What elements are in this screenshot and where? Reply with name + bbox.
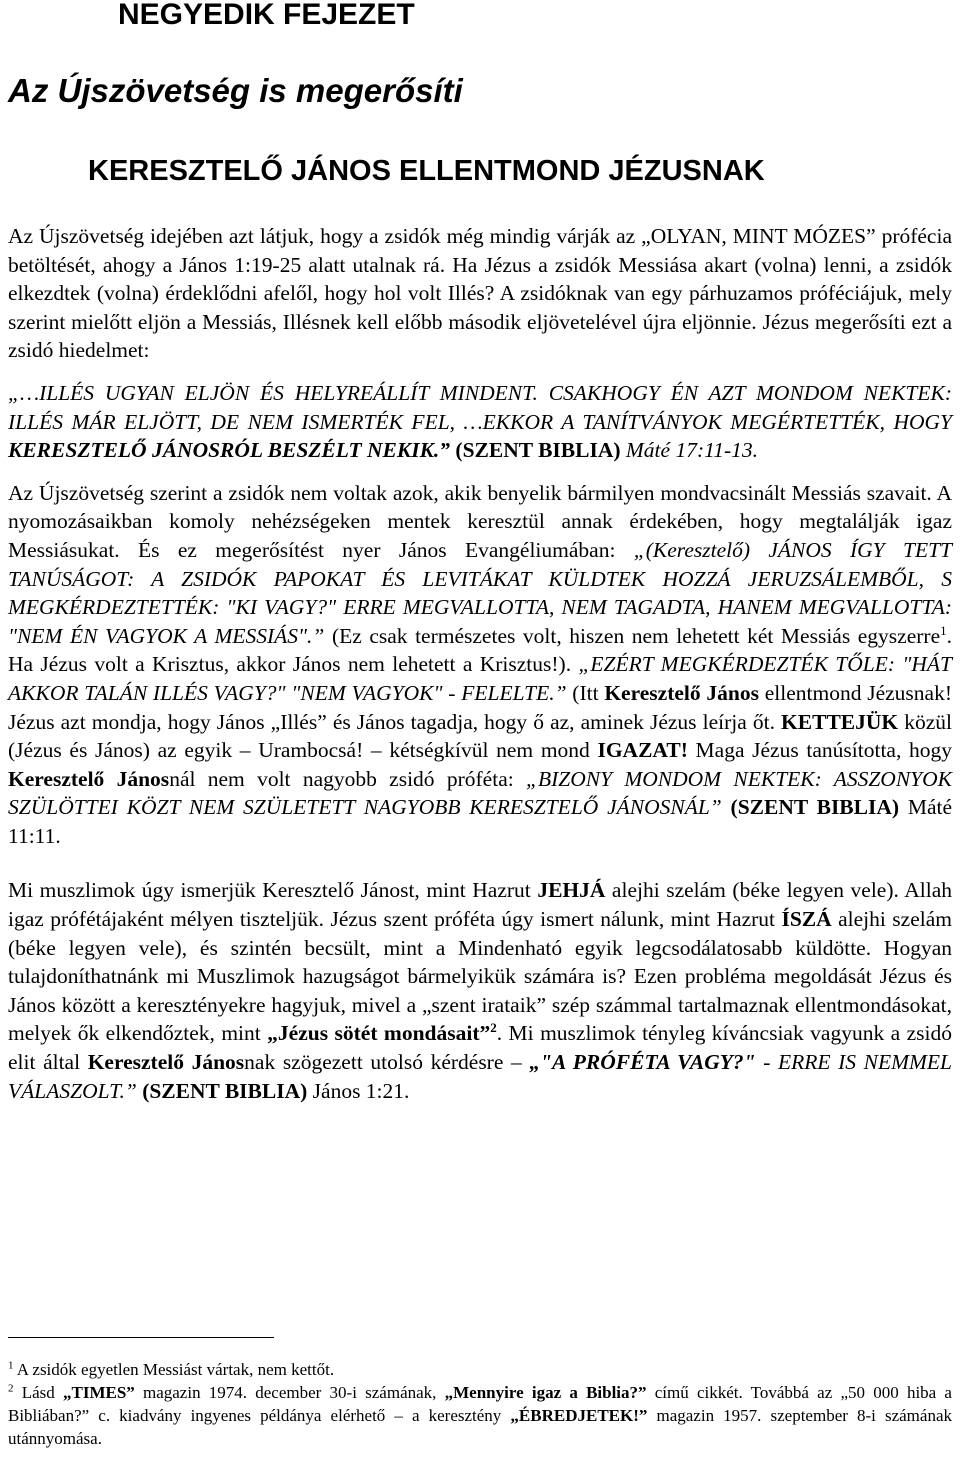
- chapter-heading: NEGYEDIK FEJEZET: [118, 0, 415, 31]
- p2-text-h: ellentmond Jézusnak! Jézus azt mondja, hogy János „Illés” és János tagadja, hogy ő az, aminek Jézus leírja őt.: [8, 680, 952, 734]
- fn2-text-g: magazin 1957. szeptember 8-i számának utánnyomása.: [8, 1406, 952, 1448]
- quote-1-source: (SZENT BIBLIA): [455, 438, 621, 463]
- quote-1-reference: Máté 17:11-13.: [620, 438, 759, 463]
- p2-reference: Máté 11:11.: [8, 795, 953, 848]
- p3-text-c: alejhi szelám (béke legyen vele). Allah igaz prófétájaként mélyen tiszteljük. Jézus szent próféta úgy ismert nálunk, mint Hazrut: [8, 878, 952, 932]
- quote-1: [8, 379, 952, 465]
- p3-bold-b: JEHJÁ: [537, 878, 606, 903]
- p3-bold-d: ÍSZÁ: [781, 907, 832, 932]
- footnote-ref-1[interactable]: 1: [940, 622, 947, 638]
- quote-1-text: „…ILLÉS UGYAN ELJÖN ÉS HELYREÁLLÍT MINDENT. CSAKHOGY ÉN AZT MONDOM NEKTEK: ILLÉS MÁR ELJÖTT, DE NEM ISMERTÉK FEL, …EKKOR A TANÍTVÁNYOK MEGÉRTETTÉK, HOGY: [8, 380, 952, 434]
- p2-source: (SZENT BIBLIA): [730, 795, 900, 820]
- document-body: [8, 222, 952, 1105]
- p2-bold-i: KETTEJÜK: [781, 709, 899, 734]
- p3-quote-k: - ERRE IS NEMMEL VÁLASZOLT.”: [8, 1050, 953, 1103]
- p2-quote-a: „(Keresztelő) JÁNOS ÍGY TETT TANÚSÁGOT: A ZSIDÓK PAPOKAT ÉS LEVITÁKAT KÜLDTEK HOZZÁ JERUZSÁLEMBŐL, S MEGKÉRDEZTETTÉK: "KI VAGY?" ERRE MEGVALLOTTA, NEM TAGADTA, HANEM MEGVALLOTTA: "NEM ÉN VAGYOK A MESSIÁS".”: [8, 537, 952, 648]
- footnote-2: [8, 1381, 952, 1450]
- p3-text-e: alejhi szelám (béke legyen vele), és szintén becsült, mint a Mindenható egyik legcsodálatosabb küldötte. Hogyan tulajdoníthatnánk mi Muszlimok hazugságot bármelyikük számára is? Ezen probléma megoldását Jézus és János között a keresztényekre hagyjuk, mivel a „szent irataik” szép számmal tartalmaznak ellentmondásokat, melyek ők elkendőztek, mint: [8, 907, 952, 1046]
- p2-space: [722, 795, 731, 819]
- paragraph-3: [8, 876, 952, 1105]
- p3-source: (SZENT BIBLIA): [142, 1078, 308, 1103]
- p3-reference: János 1:21.: [307, 1078, 410, 1103]
- p2-text-c: (Ez csak természetes volt, hiszen nem lehetett két Messiás egyszerre: [324, 623, 941, 648]
- p2-text-a: Az Újszövetség szerint a zsidók nem voltak azok, akik benyelik bármilyen mondvacsinált Messiás szavait. A nyomozásaikban komoly nehézségeken mentek keresztül annak érdekében, hogy megtalálják igaz Messiásukat. És ez megerősítést nyer János Evangéliumában:: [8, 480, 952, 562]
- p2-quote-o: „BIZONY MONDOM NEKTEK: ASSZONYOK SZÜLÖTTEI KÖZT NEM SZÜLETETT NAGYOBB KERESZTELŐ JÁNOSNÁL”: [8, 766, 952, 820]
- p2-text-l: Maga Jézus tanúsította, hogy: [687, 738, 953, 763]
- p3-text-g: . Mi muszlimok tényleg kíváncsiak vagyunk a zsidó elit által: [8, 1021, 952, 1075]
- footnote-1-text: A zsidók egyetlen Messiást vártak, nem kettőt.: [13, 1360, 335, 1379]
- quote-1-close: ”: [439, 438, 456, 463]
- footnote-1: [8, 1358, 952, 1381]
- p2-text-f: (Itt: [566, 680, 605, 705]
- fn2-bold-b: „TIMES”: [62, 1383, 135, 1402]
- quote-1-emphasis: KERESZTELŐ JÁNOSRÓL BESZÉLT NEKIK.: [8, 438, 440, 463]
- footnote-1-number: 1: [8, 1359, 14, 1372]
- fn2-text-a: Lásd: [13, 1383, 63, 1402]
- fn2-text-c: magazin 1974. december 30-i számának,: [134, 1383, 445, 1402]
- footnote-divider: [8, 1337, 274, 1338]
- fn2-bold-f: „ÉBREDJETEK!”: [510, 1406, 648, 1425]
- fn2-bold-d: „Mennyire igaz a Biblia?”: [444, 1383, 647, 1402]
- paragraph-2: [8, 479, 952, 851]
- p3-text-i: nak szögezett utolsó kérdésre –: [244, 1050, 530, 1075]
- footnote-2-number: 2: [8, 1382, 14, 1395]
- p3-bold-f: „Jézus sötét mondásait”: [267, 1021, 491, 1046]
- footnote-ref-2[interactable]: 2: [490, 1020, 497, 1036]
- p2-bold-k: IGAZAT!: [597, 738, 688, 763]
- p2-bold-m: Keresztelő János: [8, 766, 170, 791]
- paragraph-1-text: Az Újszövetség idejében azt látjuk, hogy a zsidók még mindig várják az „OLYAN, MINT MÓZES” prófécia betöltését, ahogy a János 1:19-25 alatt utalnak rá. Ha Jézus a zsidók Messiása akart (volna) lenni, a zsidók elkezdtek (volna) érdeklődni afelől, hogy hol volt Illés? A zsidóknak van egy párhuzamos próféciájuk, mely szerint mielőtt eljön a Messiás, Illésnek kell előbb második eljövetelével újra eljönnie. Jézus megerősíti ezt a zsidó hiedelmet:: [8, 224, 952, 363]
- p2-text-n: nál nem volt nagyobb zsidó próféta:: [169, 766, 527, 791]
- fn2-text-e: című cikkét. Továbbá az „50 000 hiba a Bibliában?” c. kiadvány ingyenes példánya elérhető – a keresztény: [8, 1383, 952, 1425]
- p2-text-d: . Ha Jézus volt a Krisztus, akkor János nem lehetett a Krisztus!).: [8, 623, 952, 677]
- p3-bold-h: Keresztelő János: [87, 1050, 245, 1075]
- p3-text-a: Mi muszlimok úgy ismerjük Keresztelő Jánost, mint Hazrut: [8, 878, 538, 903]
- section-title: KERESZTELŐ JÁNOS ELLENTMOND JÉZUSNAK: [88, 155, 765, 187]
- chapter-subtitle: Az Újszövetség is megerősíti: [8, 72, 463, 109]
- p2-quote-e: „EZÉRT MEGKÉRDEZTÉK TŐLE: "HÁT AKKOR TALÁN ILLÉS VAGY?" "NEM VAGYOK" - FELELTE.”: [8, 652, 952, 705]
- p3-quote-j: „"A PRÓFÉTA VAGY?": [529, 1050, 756, 1075]
- p2-bold-g: Keresztelő János: [604, 680, 759, 705]
- p2-text-j: közül (Jézus és János) az egyik – Urambocsá! – kétségkívül nem mond: [8, 709, 952, 763]
- footnotes: [8, 1337, 952, 1450]
- paragraph-1: [8, 222, 952, 365]
